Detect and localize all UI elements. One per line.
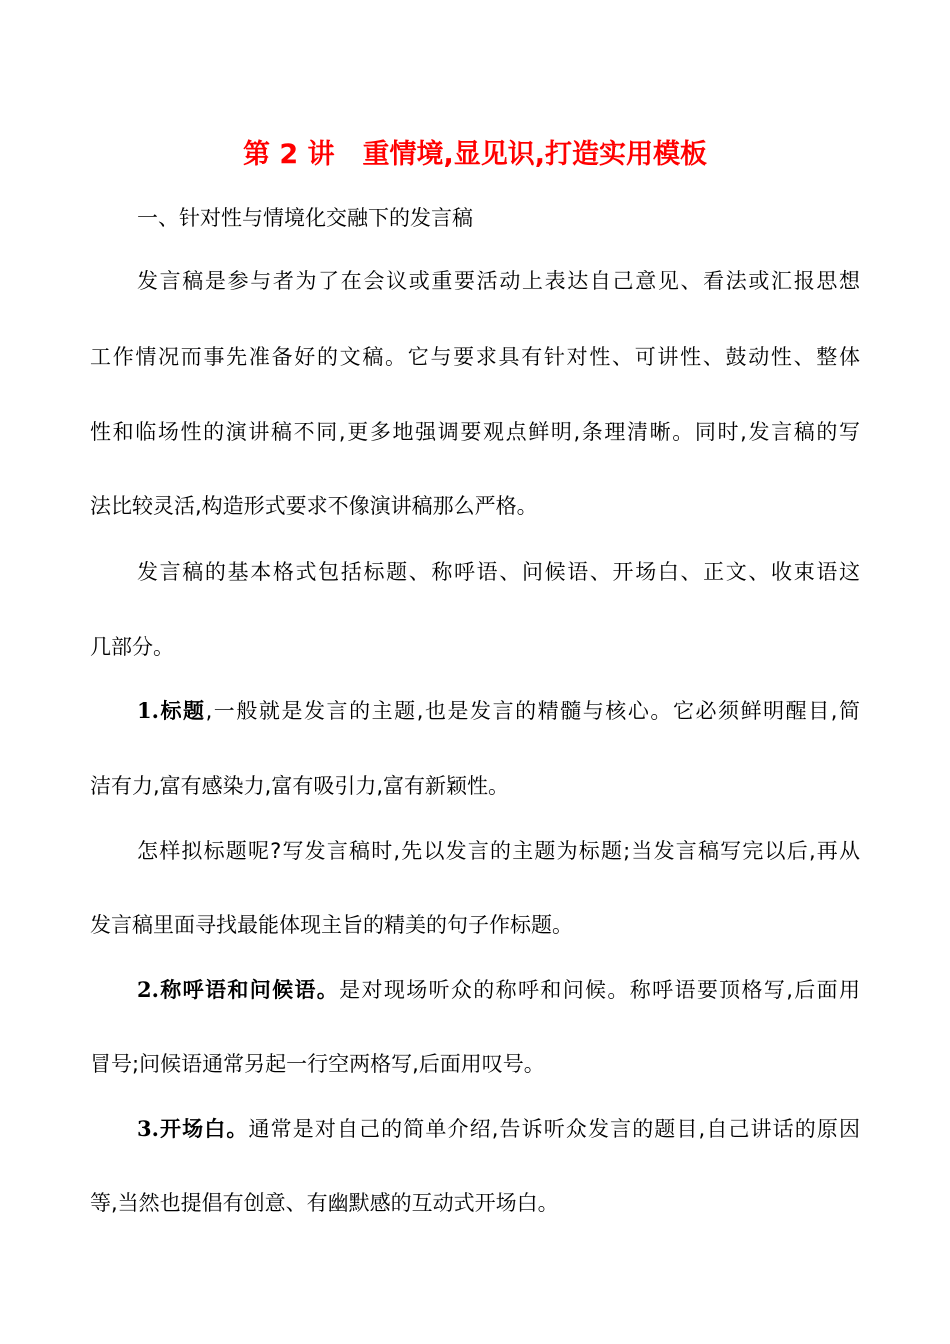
paragraph-line: 怎样拟标题呢?写发言稿时,先以发言的主题为标题;当发言稿写完以后,再从 — [137, 839, 860, 863]
item-2-text: 是对现场听众的称呼和问候。称呼语要顶格写,后面用 — [339, 978, 860, 1002]
paragraph-line: 发言稿里面寻找最能体现主旨的精美的句子作标题。 — [90, 913, 573, 937]
item-1-text: ,一般就是发言的主题,也是发言的精髓与核心。它必须鲜明醒目,简 — [205, 699, 860, 723]
paragraph-line: 性和临场性的演讲稿不同,更多地强调要观点鲜明,条理清晰。同时,发言稿的写 — [90, 420, 860, 444]
lecture-heading: 重情境,显见识,打造实用模板 — [362, 139, 708, 170]
paragraph-line: 几部分。 — [90, 635, 174, 659]
item-1-label: 标题 — [158, 699, 206, 723]
page-title — [0, 132, 950, 171]
item-1-line — [137, 696, 860, 726]
item-2-number: 2. — [137, 977, 159, 1002]
paragraph-line: 工作情况而事先准备好的文稿。它与要求具有针对性、可讲性、鼓动性、整体 — [90, 345, 860, 369]
item-1-number: 1. — [137, 698, 159, 723]
paragraph-line: 法比较灵活,构造形式要求不像演讲稿那么严格。 — [90, 494, 538, 518]
item-3-text: 通常是对自己的简单介绍,告诉听众发言的题目,自己讲话的原因 — [248, 1117, 860, 1141]
item-2-line — [137, 975, 860, 1005]
section-heading: 一、针对性与情境化交融下的发言稿 — [137, 206, 473, 230]
paragraph-line: 冒号;问候语通常另起一行空两格写,后面用叹号。 — [90, 1052, 545, 1076]
paragraph-line: 等,当然也提倡有创意、有幽默感的互动式开场白。 — [90, 1191, 559, 1215]
item-2-label: 称呼语和问候语。 — [158, 978, 340, 1002]
lecture-number: 第 2 讲 — [242, 139, 335, 170]
paragraph-line: 洁有力,富有感染力,富有吸引力,富有新颖性。 — [90, 774, 510, 798]
paragraph-line: 发言稿的基本格式包括标题、称呼语、问候语、开场白、正文、收束语这 — [137, 560, 860, 584]
item-3-label: 开场白。 — [158, 1117, 249, 1141]
item-3-line — [137, 1114, 860, 1144]
paragraph-line: 发言稿是参与者为了在会议或重要活动上表达自己意见、看法或汇报思想 — [137, 269, 860, 293]
item-3-number: 3. — [137, 1116, 159, 1141]
